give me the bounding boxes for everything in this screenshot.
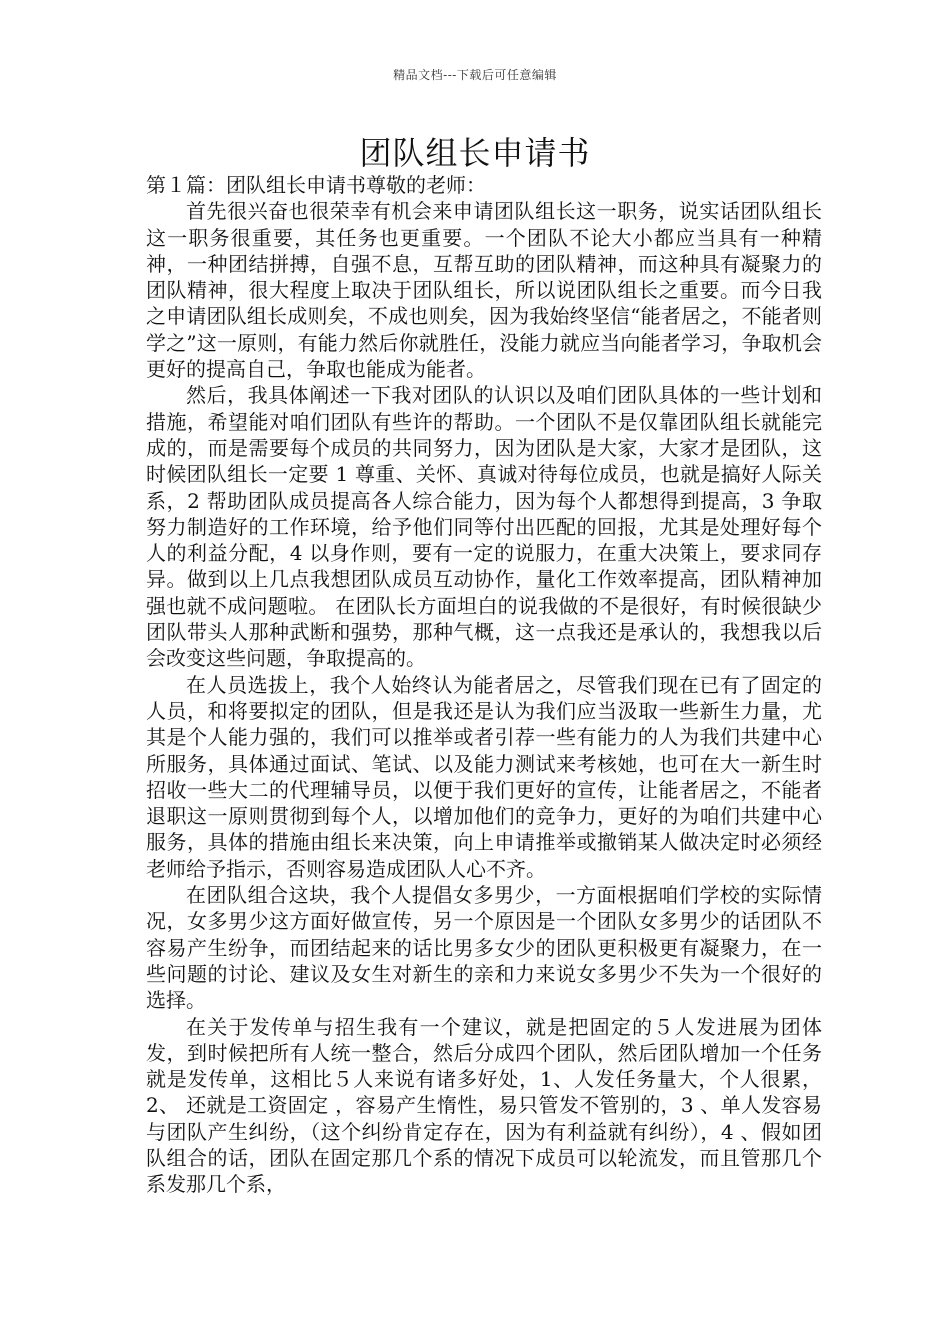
document-title: 团队组长申请书 — [359, 134, 591, 172]
paragraph-3: 在人员选拔上，我个人始终认为能者居之，尽管我们现在已有了固定的人员，和将要拟定的团队，但是我还是认为我们应当汲取一些新生力量，尤其是个人能力强的，我们可以推举或者引荐一些有能力的人为我们共建中心所服务，具体通过面试、笔试、以及能力测试来考核她，也可在大一新生时招收一些大二的代理辅导员，以便于我们更好的宣传，让能者居之，不能者退职这一原则贯彻到每个人，以增加他们的竞争力，更好的为咱们共建中心服务，具体的措施由组长来决策，向上申请推举或撤销某人做决定时必须经老师给予指示，否则容易造成团队人心不齐。 — [146, 672, 822, 881]
paragraph-2: 然后，我具体阐述一下我对团队的认识以及咱们团队具体的一些计划和措施，希望能对咱们团队有些许的帮助。一个团队不是仅靠团队组长就能完成的，而是需要每个成员的共同努力，因为团队是大家，大家才是团队，这时候团队组长一定要 1 尊重、关怀、真诚对待每位成员，也就是搞好人际关系，2 帮助团队成员提高各人综合能力，因为每个人都想得到提高，3 争取努力制造好的工作环境，给予他们同等付出匹配的回报，尤其是处理好每个人的利益分配，4 以身作则，要有一定的说服力，在重大决策上，要求同存异。做到以上几点我想团队成员互动协作，量化工作效率提高，团队精神加强也就不成问题啦。 在团队长方面坦白的说我做的不是很好，有时候很缺少团队带头人那种武断和强势，那种气概，这一点我还是承认的，我想我以后会改变这些问题，争取提高的。 — [146, 383, 822, 671]
document-body — [146, 172, 822, 1198]
header-note: 精品文档---下载后可任意编辑 — [393, 68, 557, 82]
paragraph-4: 在团队组合这块，我个人提倡女多男少，一方面根据咱们学校的实际情况，女多男少这方面好做宣传，另一个原因是一个团队女多男少的话团队不容易产生纷争，而团结起来的话比男多女少的团队更积极更有凝聚力，在一些问题的讨论、建议及女生对新生的亲和力来说女多男少不失为一个很好的选择。 — [146, 883, 822, 1013]
intro-line: 第１篇：团队组长申请书尊敬的老师： — [146, 173, 486, 197]
paragraph-1: 首先很兴奋也很荣幸有机会来申请团队组长这一职务，说实话团队组长这一职务很重要，其任务也更重要。一个团队不论大小都应当具有一种精神，一种团结拼搏，自强不息，互帮互助的团队精神，而这种具有凝聚力的团队精神，很大程度上取决于团队组长，所以说团队组长之重要。而今日我之申请团队组长成则矣，不成也则矣，因为我始终坚信“能者居之，不能者则学之”这一原则，有能力然后你就胜任，没能力就应当向能者学习，争取机会更好的提高自己，争取也能成为能者。 — [146, 199, 822, 382]
paragraph-5: 在关于发传单与招生我有一个建议，就是把固定的５人发进展为团体发，到时候把所有人统一整合，然后分成四个团队，然后团队增加一个任务就是发传单，这相比５人来说有诸多好处，1、人发任务量大，个人很累，2、 还就是工资固定 ，容易产生惰性，易只管发不管别的，3 、单人发容易与团队产生纠纷，（这个纠纷肯定存在，因为有利益就有纠纷），4 、假如团队组合的话，团队在固定那几个系的情况下成员可以轮流发，而且管那几个系发那几个系， — [146, 1014, 822, 1197]
